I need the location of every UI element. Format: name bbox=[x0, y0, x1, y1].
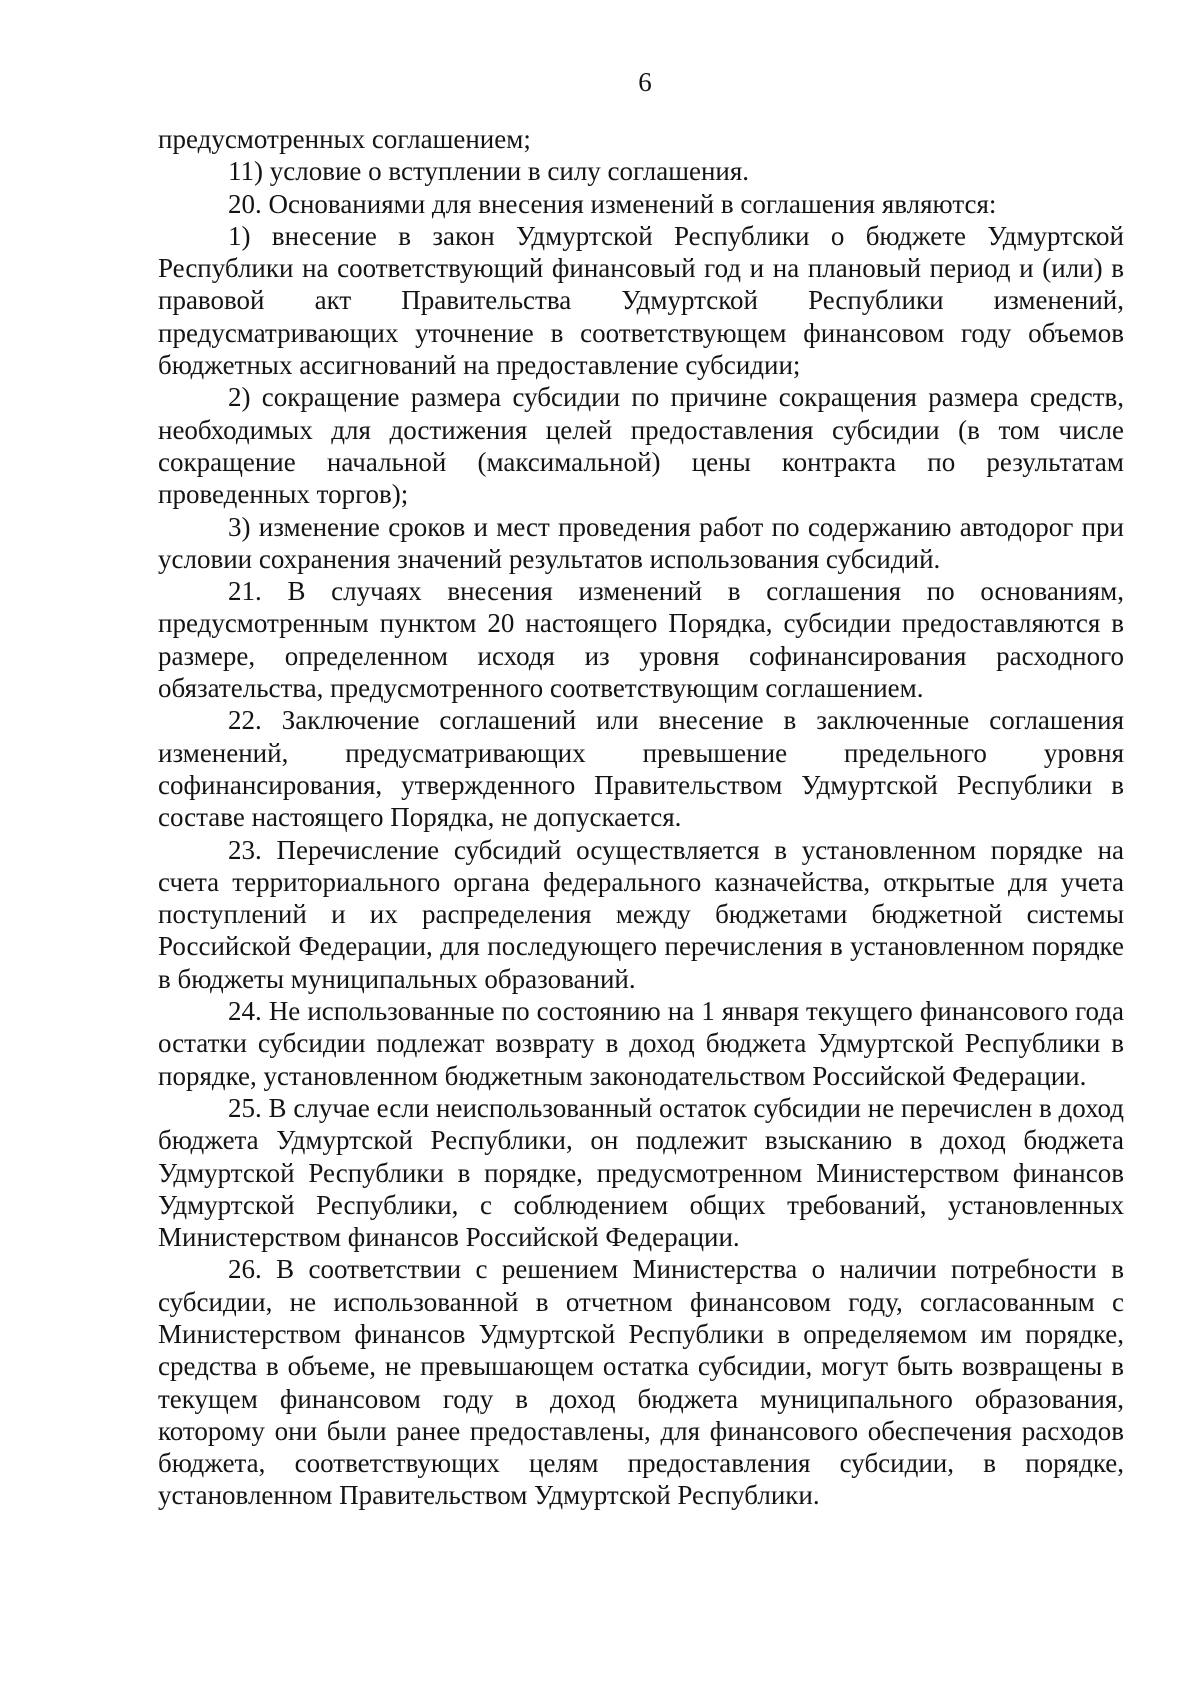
paragraph-20-item-3: 3) изменение сроков и мест проведения работ по содержанию автодорог при условии сохранения значений результатов использования субсидий. bbox=[158, 511, 1124, 574]
paragraph-22: 22. Заключение соглашений или внесение в заключенные соглашения изменений, предусматривающих превышение предельного уровня софинансирования, утвержденного Правительством Удмуртской Республики в составе настоящего Порядка, не допускается. bbox=[158, 705, 1124, 833]
paragraph-24: 24. Не использованные по состоянию на 1 января текущего финансового года остатки субсидии подлежат возврату в доход бюджета Удмуртской Республики в порядке, установленном бюджетным законодательством Российской Федерации. bbox=[158, 996, 1124, 1091]
document-body bbox=[158, 123, 1124, 1512]
paragraph-20-item-1: 1) внесение в закон Удмуртской Республики о бюджете Удмуртской Республики на соответствующий финансовый год и на плановый период и (или) в правовой акт Правительства Удмуртской Республики изменений, предусматривающих уточнение в соответствующем финансовом году объемов бюджетных ассигнований на предоставление субсидии; bbox=[158, 220, 1124, 381]
page-number: 6 bbox=[638, 67, 652, 97]
paragraph-item-11: 11) условие о вступлении в силу соглашения. bbox=[228, 156, 750, 187]
paragraph-20: 20. Основаниями для внесения изменений в соглашения являются: bbox=[228, 188, 997, 219]
paragraph-21: 21. В случаях внесения изменений в соглашения по основаниям, предусмотренным пунктом 20 настоящего Порядка, субсидии предоставляются в размере, определенном исходя из уровня софинансирования расходного обязательства, предусмотренного соответствующим соглашением. bbox=[158, 576, 1124, 704]
paragraph-25: 25. В случае если неиспользованный остаток субсидии не перечислен в доход бюджета Удмуртской Республики, он подлежит взысканию в доход бюджета Удмуртской Республики в порядке, предусмотренном Министерством финансов Удмуртской Республики, с соблюдением общих требований, установленных Министерством финансов Российской Федерации. bbox=[158, 1092, 1124, 1253]
paragraph-20-item-2: 2) сокращение размера субсидии по причине сокращения размера средств, необходимых для достижения целей предоставления субсидии (в том числе сокращение начальной (максимальной) цены контракта по результатам проведенных торгов); bbox=[158, 382, 1124, 510]
paragraph-26: 26. В соответствии с решением Министерства о наличии потребности в субсидии, не использованной в отчетном финансовом году, согласованным с Министерством финансов Удмуртской Республики в определяемом им порядке, средства в объеме, не превышающем остатка субсидии, могут быть возвращены в текущем финансовом году в доход бюджета муниципального образования, которому они были ранее предоставлены, для финансового обеспечения расходов бюджета, соответствующих целям предоставления субсидии, в порядке, установленном Правительством Удмуртской Республики. bbox=[158, 1254, 1124, 1511]
paragraph-23: 23. Перечисление субсидий осуществляется в установленном порядке на счета территориального органа федерального казначейства, открытые для учета поступлений и их распределения между бюджетами бюджетной системы Российской Федерации, для последующего перечисления в установленном порядке в бюджеты муниципальных образований. bbox=[158, 834, 1124, 994]
paragraph-continuation: предусмотренных соглашением; bbox=[158, 124, 531, 154]
